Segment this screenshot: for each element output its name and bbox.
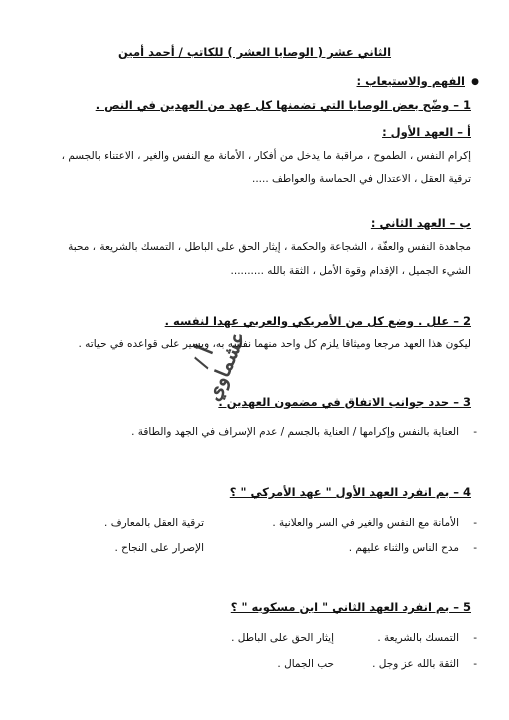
bullet-icon: ● [471, 77, 479, 87]
covenant-1-heading: أ – العهد الأول : [382, 125, 471, 139]
question-4-answer-2: ترقية العقل بالمعارف . [104, 517, 204, 529]
dash-marker: - [473, 426, 477, 438]
question-5-answer-3: الثقة بالله عز وجل . [372, 658, 459, 670]
question-5-answer-1: التمسك بالشريعة . [377, 632, 459, 644]
question-4-answer-3: مدح الناس والثناء عليهم . [348, 542, 459, 554]
page-title: الثاني عشر ( الوصايا العشر ) للكاتب / أحمد أمين [117, 45, 392, 59]
covenant-2-line-1: مجاهدة النفس والعفّة ، الشجاعة والحكمة ، إيثار الحق على الباطل ، التمسك بالشريعة ، محبة [68, 241, 471, 253]
question-5-answer-2: إيثار الحق على الباطل . [231, 632, 334, 644]
question-2: 2 – علل . وضع كل من الأمريكي والعربي عهدا لنفسه . [164, 314, 471, 328]
dash-marker: - [473, 542, 477, 554]
question-3-answer: العناية بالنفس وإكرامها / العناية بالجسم / عدم الإسراف في الجهد والطاقة . [131, 426, 459, 438]
question-2-answer: ليكون هذا العهد مرجعا وميثاقا يلزم كل واحد منهما نفسه به، ويسير على قواعده في حياته . [78, 338, 471, 350]
comprehension-heading: الفهم والاستيعاب : [356, 74, 465, 88]
covenant-2-line-2: الشيء الجميل ، الإقدام وقوة الأمل ، الثقة بالله .......... [230, 265, 471, 277]
author-stamp: أ / عشماوي [188, 327, 251, 405]
covenant-1-line-1: إكرام النفس ، الطموح ، مراقبة ما يدخل من أفكار ، الأمانة مع النفس والغير ، الاعتناء بالجسم ، [61, 150, 471, 162]
question-4: 4 – بم انفرد العهد الأول " عهد الأمركي " ؟ [229, 485, 471, 499]
question-3: 3 – حدد جوانب الاتفاق في مضمون العهدين . [218, 395, 471, 409]
question-4-answer-1: الأمانة مع النفس والغير في السر والعلانية . [272, 517, 459, 529]
dash-marker: - [473, 517, 477, 529]
question-1: 1 – وضّح بعض الوصايا التي تضمنها كل عهد من العهدين في النص . [95, 98, 471, 112]
dash-marker: - [473, 658, 477, 670]
question-5-answer-4: حب الجمال . [277, 658, 334, 670]
dash-marker: - [473, 632, 477, 644]
covenant-1-line-2: ترقية العقل ، الاعتدال في الحماسة والعواطف ..... [252, 173, 471, 185]
covenant-2-heading: ب – العهد الثاني : [370, 216, 471, 230]
question-4-answer-4: الإصرار على النجاح . [114, 542, 204, 554]
question-5: 5 – بم انفرد العهد الثاني " ابن مسكويه " ؟ [230, 600, 471, 614]
